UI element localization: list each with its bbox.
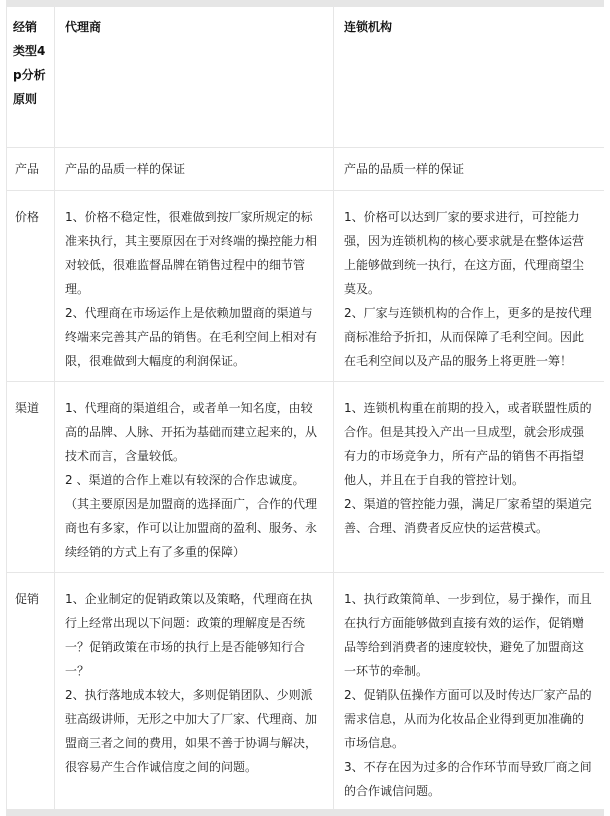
paragraph: 产品的品质一样的保证 — [344, 162, 465, 176]
paragraph: 2、渠道的管控能力强，满足厂家希望的渠道完善、合理、消费者反应快的运营模式。 — [344, 497, 592, 535]
paragraph: 2、代理商在市场运作上是依赖加盟商的渠道与终端来完善其产品的销售。在毛利空间上相对有限，很难做到大幅度的利润保证。 — [65, 306, 318, 368]
row-label-text: 渠道 — [15, 401, 40, 415]
paragraph: 1、连锁机构重在前期的投入，或者联盟性质的合作。但是其投入产出一旦成型，就会形成强有力的市场竞争力，所有产品的销售不再指望他人，并且在于自我的管控计划。 — [344, 401, 592, 487]
header-cell-agent — [55, 7, 333, 147]
paragraph: 2、促销队伍操作方面可以及时传达厂家产品的需求信息，从而为化妆品企业得到更加准确的市场信息。 — [344, 688, 592, 750]
header-cell-dimension — [7, 7, 54, 147]
paragraph: 1、价格不稳定性，很难做到按厂家所规定的标准来执行，其主要原因在于对终端的操控能力相对较低，很难监督品牌在销售过程中的细节管理。 — [65, 210, 318, 296]
paragraph: 2 、渠道的合作上难以有较深的合作忠诚度。 — [65, 473, 305, 487]
cell-agent-product — [55, 148, 333, 190]
paragraph: 1、企业制定的促销政策以及策略，代理商在执行上经常出现以下问题：政策的理解度是否统一？促销政策在市场的执行上是否能够知行合一？ — [65, 592, 313, 678]
row-label-text: 促销 — [15, 592, 40, 606]
paragraph: 1、执行政策简单、一步到位，易于操作，而且在执行方面能够做到直接有效的运作，促销赠品等给到消费者的速度较快，避免了加盟商这一环节的牵制。 — [344, 592, 592, 678]
row-label-product — [7, 148, 54, 190]
cell-chain-promotion — [334, 573, 604, 809]
row-label-promotion — [7, 573, 54, 809]
header-agent-label: 代理商 — [65, 20, 102, 34]
cell-chain-product — [334, 148, 604, 190]
paragraph: 2、厂家与连锁机构的合作上，更多的是按代理商标准给予折扣，从而保障了毛利空间。因此在毛利空间以及产品的服务上将更胜一筹！ — [344, 306, 592, 368]
cell-agent-channel — [55, 382, 333, 572]
row-label-price — [7, 191, 54, 381]
header-cell-chain — [334, 7, 604, 147]
paragraph: 产品的品质一样的保证 — [65, 162, 186, 176]
paragraph: （其主要原因是加盟商的选择面广，合作的代理商也有多家，作可以让加盟商的盈利、服务、永续经销的方式上有了多重的保障） — [65, 497, 318, 559]
paragraph: 3、不存在因为过多的合作环节而导致厂商之间的合作诚信问题。 — [344, 760, 592, 798]
cell-agent-promotion — [55, 573, 333, 809]
cell-chain-channel — [334, 382, 604, 572]
cell-agent-price — [55, 191, 333, 381]
cell-chain-price — [334, 191, 604, 381]
paragraph: 1、价格可以达到厂家的要求进行，可控能力强，因为连锁机构的核心要求就是在整体运营上能够做到统一执行，在这方面，代理商望尘莫及。 — [344, 210, 585, 296]
row-label-text: 产品 — [15, 162, 40, 176]
header-dimension-label: 经销类型4p分析原则 — [13, 20, 46, 106]
row-label-text: 价格 — [15, 210, 40, 224]
row-label-channel — [7, 382, 54, 572]
paragraph: 1、代理商的渠道组合，或者单一知名度，由较高的品牌、人脉、开拓为基础而建立起来的，从技术而言，含量较低。 — [65, 401, 318, 463]
paragraph: 2、执行落地成本较大，多则促销团队、少则派驻高级讲师，无形之中加大了厂家、代理商、加盟商三者之间的费用，如果不善于协调与解决，很容易产生合作诚信度之间的问题。 — [65, 688, 318, 774]
header-chain-label: 连锁机构 — [344, 20, 393, 34]
